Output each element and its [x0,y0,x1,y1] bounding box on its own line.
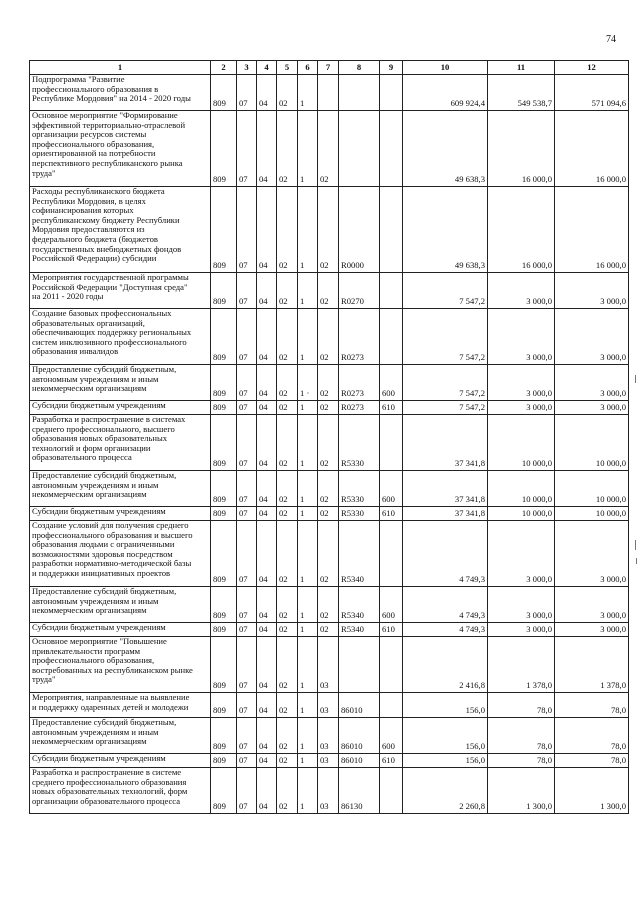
amount-cell: 78,0 [488,693,555,718]
code-cell [380,309,403,365]
table-row [30,718,629,754]
code-cell: 07 [237,273,257,309]
amount-cell: 49 638,3 [403,187,488,273]
code-cell: 1 [298,507,318,521]
code-cell: 610 [380,401,403,415]
code-cell: 07 [237,309,257,365]
code-cell: 04 [257,415,277,471]
code-cell: 07 [237,718,257,754]
code-cell: 02 [277,521,298,587]
amount-cell: 10 000,0 [555,471,629,507]
code-cell: R0000 [339,187,380,273]
row-name-cell: Субсидии бюджетным учреждениям [30,507,211,521]
table-row [30,415,629,471]
code-cell: 1 [298,401,318,415]
budget-table [29,60,629,814]
amount-cell: 4 749,3 [403,521,488,587]
column-header: 12 [555,61,629,75]
code-cell: 02 [318,187,339,273]
code-cell: 809 [211,754,237,768]
code-cell: 02 [318,273,339,309]
amount-cell: 10 000,0 [488,507,555,521]
amount-cell: 78,0 [488,718,555,754]
amount-cell: 16 000,0 [555,187,629,273]
code-cell: 1 [298,768,318,814]
amount-cell: 78,0 [555,718,629,754]
code-cell: 02 [277,365,298,401]
code-cell: 02 [277,754,298,768]
code-cell: 02 [277,273,298,309]
code-cell: 02 [277,111,298,187]
code-cell: 1 [298,471,318,507]
amount-cell: 7 547,2 [403,365,488,401]
column-header: 3 [237,61,257,75]
code-cell: 02 [277,637,298,693]
code-cell: 600 [380,718,403,754]
code-cell: 809 [211,309,237,365]
code-cell: 809 [211,768,237,814]
code-cell: 07 [237,111,257,187]
code-cell: 07 [237,187,257,273]
row-name-cell: Мероприятия государственной программы Российской Федерации "Доступная среда" на 2011 - 2020 годы [30,273,211,309]
table-row [30,273,629,309]
amount-cell: 78,0 [488,754,555,768]
code-cell: R5330 [339,415,380,471]
code-cell: 04 [257,75,277,111]
column-header: 7 [318,61,339,75]
table-row [30,693,629,718]
code-cell: R5340 [339,587,380,623]
code-cell: 07 [237,507,257,521]
code-cell: 03 [318,637,339,693]
code-cell: 600 [380,471,403,507]
code-cell: 02 [318,521,339,587]
code-cell: 86130 [339,768,380,814]
code-cell: 1 [298,623,318,637]
column-header: 2 [211,61,237,75]
code-cell: 809 [211,401,237,415]
code-cell: 610 [380,754,403,768]
row-name-cell: Создание условий для получения среднего профессионального образования и высшего образования людьми с ограниченными возможностями здоровья посредством разработки нормативно-методической базы и поддержки инициативных проектов [30,521,211,587]
row-name-cell: Основное мероприятие "Повышение привлекательности программ профессионального образования, востребованных на республиканском рынке труда" [30,637,211,693]
code-cell: 610 [380,623,403,637]
table-row [30,587,629,623]
row-name-cell: Предоставление субсидий бюджетным, автономным учреждениям и иным некоммерческим организациям [30,365,211,401]
code-cell: 04 [257,187,277,273]
code-cell: 04 [257,693,277,718]
code-cell: 07 [237,693,257,718]
column-header: 5 [277,61,298,75]
code-cell: 1 [298,273,318,309]
amount-cell: 3 000,0 [488,273,555,309]
code-cell: R0273 [339,365,380,401]
code-cell: 809 [211,187,237,273]
code-cell: 86010 [339,693,380,718]
code-cell: R5330 [339,507,380,521]
code-cell: 04 [257,637,277,693]
row-name-cell: Субсидии бюджетным учреждениям [30,754,211,768]
code-cell: 1 [298,415,318,471]
column-header: 10 [403,61,488,75]
amount-cell: 49 638,3 [403,111,488,187]
amount-cell: 2 416,8 [403,637,488,693]
amount-cell: 3 000,0 [488,623,555,637]
row-name-cell: Субсидии бюджетным учреждениям [30,623,211,637]
amount-cell: 4 749,3 [403,587,488,623]
code-cell: 1 [298,637,318,693]
row-name-cell: Предоставление субсидий бюджетным, автономным учреждениям и иным некоммерческим организациям [30,471,211,507]
code-cell: R0273 [339,401,380,415]
code-cell: 809 [211,623,237,637]
amount-cell: 10 000,0 [555,507,629,521]
code-cell: 1 [298,75,318,111]
code-cell: 02 [277,587,298,623]
table-row [30,754,629,768]
code-cell: 02 [277,623,298,637]
code-cell [380,415,403,471]
amount-cell: 78,0 [555,754,629,768]
code-cell: 600 [380,587,403,623]
code-cell: 04 [257,768,277,814]
code-cell: 02 [277,415,298,471]
code-cell: 1 [298,521,318,587]
code-cell: 809 [211,273,237,309]
code-cell: 809 [211,75,237,111]
code-cell: 02 [318,401,339,415]
amount-cell: 3 000,0 [488,521,555,587]
code-cell [339,111,380,187]
code-cell: 809 [211,521,237,587]
amount-cell: 3 000,0 [555,623,629,637]
code-cell: 04 [257,365,277,401]
code-cell: 600 [380,365,403,401]
code-cell: 07 [237,768,257,814]
row-name-cell: Основное мероприятие "Формирование эффективной территориально-отраслевой организации ресурсов системы профессионального образования, ориентированной на потребности перспективного республиканского рынка труда" [30,111,211,187]
code-cell: 02 [277,401,298,415]
code-cell: 04 [257,521,277,587]
table-row [30,401,629,415]
table-row [30,507,629,521]
code-cell [380,75,403,111]
page-number: 74 [606,34,616,45]
code-cell: 07 [237,637,257,693]
code-cell: 03 [318,754,339,768]
code-cell: R5340 [339,623,380,637]
amount-cell: 3 000,0 [555,365,629,401]
amount-cell: 10 000,0 [488,471,555,507]
code-cell: 07 [237,75,257,111]
table-row [30,521,629,587]
table-row [30,623,629,637]
table-row [30,768,629,814]
amount-cell: 37 341,8 [403,415,488,471]
code-cell: 07 [237,401,257,415]
amount-cell: 1 300,0 [488,768,555,814]
code-cell: 02 [318,111,339,187]
code-cell: 07 [237,471,257,507]
code-cell: 04 [257,309,277,365]
code-cell: 07 [237,415,257,471]
amount-cell: 78,0 [555,693,629,718]
code-cell: 1 [298,718,318,754]
code-cell: 04 [257,507,277,521]
scan-speck [636,558,637,564]
code-cell: 04 [257,111,277,187]
amount-cell: 156,0 [403,718,488,754]
amount-cell: 571 094,6 [555,75,629,111]
amount-cell: 3 000,0 [488,365,555,401]
column-header: 11 [488,61,555,75]
table-row [30,365,629,401]
code-cell: 1 [298,693,318,718]
code-cell: 02 [277,75,298,111]
code-cell: 07 [237,365,257,401]
code-cell: 04 [257,623,277,637]
code-cell: 03 [318,693,339,718]
column-header: 8 [339,61,380,75]
amount-cell: 3 000,0 [555,587,629,623]
code-cell [318,75,339,111]
code-cell: 04 [257,273,277,309]
code-cell: 02 [277,309,298,365]
code-cell [339,637,380,693]
code-cell [380,637,403,693]
amount-cell: 10 000,0 [555,415,629,471]
code-cell: 86010 [339,754,380,768]
row-name-cell: Расходы республиканского бюджета Республики Мордовия, в целях софинансирования которых республиканскому бюджету Республики Мордовия предоставляются из федерального бюджета (бюджетов государственных внебюджетных фондов Российской Федерации) субсидии [30,187,211,273]
amount-cell: 37 341,8 [403,471,488,507]
amount-cell: 3 000,0 [488,587,555,623]
code-cell: 809 [211,718,237,754]
code-cell: 1 · [298,365,318,401]
row-name-cell: Предоставление субсидий бюджетным, автономным учреждениям и иным некоммерческим организациям [30,718,211,754]
row-name-cell: Предоставление субсидий бюджетным, автономным учреждениям и иным некоммерческим организациям [30,587,211,623]
code-cell: 809 [211,365,237,401]
row-name-cell: Мероприятия, направленные на выявление и поддержку одаренных детей и молодежи [30,693,211,718]
code-cell: 02 [277,471,298,507]
amount-cell: 16 000,0 [555,111,629,187]
column-header: 9 [380,61,403,75]
amount-cell: 7 547,2 [403,309,488,365]
code-cell: 809 [211,507,237,521]
code-cell: R5330 [339,471,380,507]
code-cell: 1 [298,309,318,365]
code-cell: 809 [211,693,237,718]
table-row [30,187,629,273]
code-cell: 03 [318,718,339,754]
code-cell: 02 [318,365,339,401]
code-cell [380,111,403,187]
row-name-cell: Подпрограмма "Развитие профессионального образования в Республике Мордовия" на 2014 - 2020 годы [30,75,211,111]
code-cell [380,273,403,309]
amount-cell: 2 260,8 [403,768,488,814]
amount-cell: 7 547,2 [403,401,488,415]
column-header: 1 [30,61,211,75]
amount-cell: 156,0 [403,693,488,718]
column-header: 6 [298,61,318,75]
amount-cell: 156,0 [403,754,488,768]
scan-speck [635,540,636,550]
row-name-cell: Разработка и распространение в системах среднего профессионального, высшего образования новых образовательных технологий и форм организации образовательного процесса [30,415,211,471]
amount-cell: 3 000,0 [555,401,629,415]
amount-cell: 3 000,0 [555,273,629,309]
code-cell: 02 [318,415,339,471]
code-cell: 02 [318,587,339,623]
code-cell [380,768,403,814]
code-cell: 04 [257,587,277,623]
code-cell: 07 [237,587,257,623]
row-name-cell: Разработка и распространение в системе среднего профессионального образования новых образовательных технологий, форм организации образовательного процесса [30,768,211,814]
row-name-cell: Создание базовых профессиональных образовательных организаций, обеспечивающих поддержку региональных систем инклюзивного профессионального образования инвалидов [30,309,211,365]
table-row [30,309,629,365]
code-cell: 02 [318,623,339,637]
amount-cell: 1 378,0 [488,637,555,693]
code-cell: 04 [257,754,277,768]
amount-cell: 10 000,0 [488,415,555,471]
table-row [30,637,629,693]
amount-cell: 1 378,0 [555,637,629,693]
code-cell: 07 [237,754,257,768]
code-cell: 1 [298,587,318,623]
table-row [30,111,629,187]
table-header-row [30,61,629,75]
code-cell [380,187,403,273]
scan-speck [635,375,636,383]
code-cell: 04 [257,718,277,754]
amount-cell: 3 000,0 [488,401,555,415]
code-cell: 809 [211,587,237,623]
code-cell: R0273 [339,309,380,365]
amount-cell: 4 749,3 [403,623,488,637]
code-cell [380,521,403,587]
table-row [30,75,629,111]
code-cell: 07 [237,623,257,637]
code-cell: 02 [277,768,298,814]
code-cell: 02 [318,309,339,365]
code-cell: 02 [318,507,339,521]
code-cell: 1 [298,754,318,768]
code-cell: R5340 [339,521,380,587]
row-name-cell: Субсидии бюджетным учреждениям [30,401,211,415]
code-cell: R0270 [339,273,380,309]
code-cell: 04 [257,401,277,415]
amount-cell: 1 300,0 [555,768,629,814]
code-cell: 03 [318,768,339,814]
amount-cell: 609 924,4 [403,75,488,111]
code-cell: 610 [380,507,403,521]
code-cell: 02 [318,471,339,507]
code-cell: 02 [277,187,298,273]
amount-cell: 7 547,2 [403,273,488,309]
amount-cell: 3 000,0 [488,309,555,365]
code-cell: 1 [298,187,318,273]
code-cell: 86010 [339,718,380,754]
code-cell: 809 [211,415,237,471]
amount-cell: 3 000,0 [555,521,629,587]
amount-cell: 16 000,0 [488,187,555,273]
code-cell: 1 [298,111,318,187]
code-cell: 809 [211,471,237,507]
code-cell: 04 [257,471,277,507]
amount-cell: 37 341,8 [403,507,488,521]
amount-cell: 549 538,7 [488,75,555,111]
code-cell: 02 [277,507,298,521]
column-header: 4 [257,61,277,75]
table-row [30,471,629,507]
code-cell: 07 [237,521,257,587]
code-cell [380,693,403,718]
code-cell [339,75,380,111]
code-cell: 02 [277,718,298,754]
code-cell: 809 [211,637,237,693]
amount-cell: 16 000,0 [488,111,555,187]
amount-cell: 3 000,0 [555,309,629,365]
code-cell: 02 [277,693,298,718]
code-cell: 809 [211,111,237,187]
